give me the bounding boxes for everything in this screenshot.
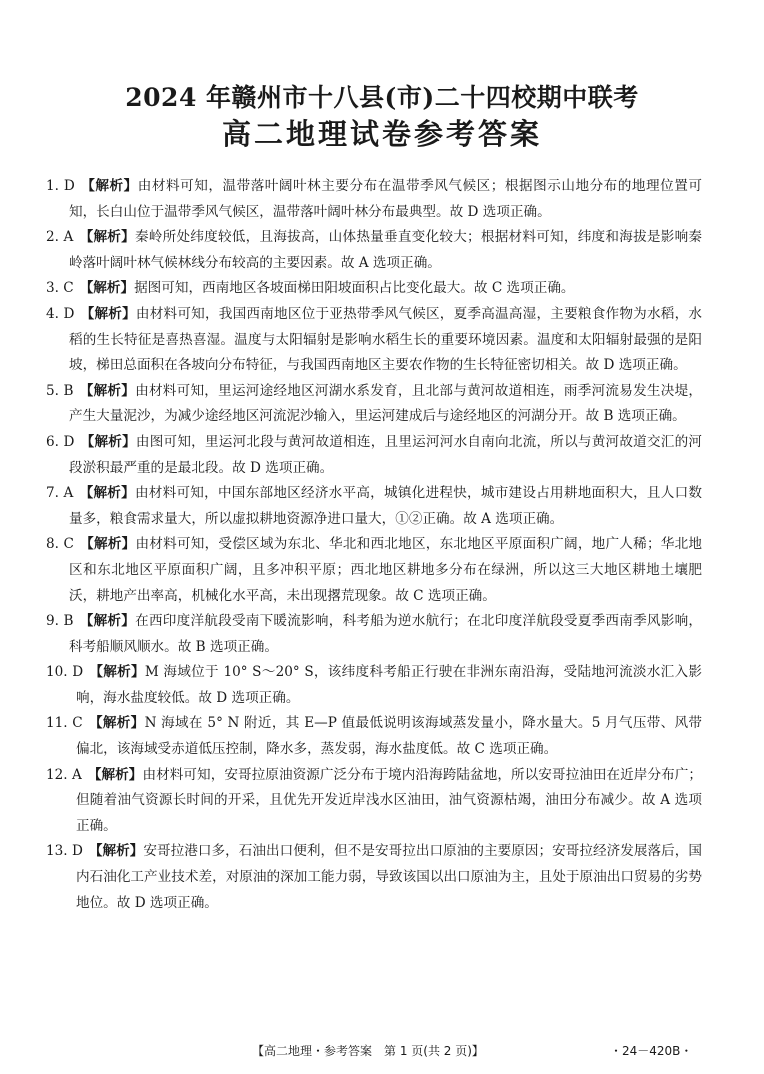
answer-number: 10. D xyxy=(46,664,84,681)
analysis-tag: 【解析】 xyxy=(79,613,136,630)
footer-code: ・24－420B・ xyxy=(610,1044,693,1058)
answer-text: 秦岭所处纬度较低，且海拔高，山体热量垂直变化较大；根据材料可知，纬度和海拔是影响秦岭落叶阔叶林气候林线分布较高的主要因素。故 A 选项正确。 xyxy=(69,229,703,271)
answer-item xyxy=(46,302,702,379)
answer-number: 2. A xyxy=(46,229,74,246)
answer-text: 在西印度洋航段受南下暖流影响，科考船为逆水航行；在北印度洋航段受夏季西南季风影响，科考船顺风顺水。故 B 选项正确。 xyxy=(69,613,703,655)
answer-item xyxy=(46,225,702,276)
analysis-tag: 【解析】 xyxy=(79,229,135,246)
answer-item xyxy=(46,711,702,762)
answer-item xyxy=(46,379,702,430)
answer-number: 6. D xyxy=(46,433,75,450)
answer-number: 5. B xyxy=(46,382,74,399)
answer-item xyxy=(46,609,702,660)
analysis-tag: 【解析】 xyxy=(87,766,143,783)
answer-item xyxy=(46,532,702,609)
footer-page-info: 【高二地理・参考答案 第 1 页(共 2 页)】 xyxy=(252,1044,484,1058)
analysis-tag: 【解析】 xyxy=(89,664,145,681)
answer-item xyxy=(46,276,702,302)
answer-text: 据图可知，西南地区各坡面梯田阳坡面积占比变化最大。故 C 选项正确。 xyxy=(134,280,575,297)
answer-number: 9. B xyxy=(46,613,74,630)
answer-item xyxy=(46,763,702,840)
analysis-tag: 【解析】 xyxy=(80,305,136,322)
analysis-tag: 【解析】 xyxy=(79,536,136,553)
answer-number: 13. D xyxy=(46,843,83,860)
exam-title: 2024 年赣州市十八县(市)二十四校期中联考 xyxy=(125,83,639,112)
answer-item xyxy=(46,430,702,481)
answer-item xyxy=(46,174,702,225)
answer-number: 12. A xyxy=(46,766,82,783)
answer-text: M 海域位于 10° S～20° S，该纬度科考船正行驶在非洲东南沿海，受陆地河流淡水汇入影响，海水盐度较低。故 D 选项正确。 xyxy=(76,664,703,706)
answer-item xyxy=(46,481,702,532)
answer-number: 3. C xyxy=(46,280,74,297)
analysis-tag: 【解析】 xyxy=(79,382,136,399)
answer-number: 4. D xyxy=(46,305,75,322)
answer-text: 由材料可知，安哥拉原油资源广泛分布于境内沿海跨陆盆地，所以安哥拉油田在近岸分布广；但随着油气资源长时间的开采，且优先开发近岸浅水区油田，油气资源枯竭，油田分布减少。故 A 选项正确。 xyxy=(76,766,702,834)
analysis-tag: 【解析】 xyxy=(80,433,136,450)
answer-text: 由材料可知，受偿区域为东北、华北和西北地区，东北地区平原面积广阔，地广人稀；华北地区和东北地区平原面积广阔，且多冲积平原；西北地区耕地多分布在绿洲，所以这三大地区耕地土壤肥沃，耕地产出率高，机械化水平高，未出现撂荒现象。故 C 选项正确。 xyxy=(69,536,703,604)
answer-text: N 海域在 5° N 附近，其 E—P 值最低说明该海域蒸发量小，降水量大。5 月气压带、风带偏北，该海域受赤道低压控制，降水多，蒸发弱，海水盐度低。故 C 选项正确。 xyxy=(76,715,703,758)
answer-item xyxy=(46,660,702,711)
analysis-tag: 【解析】 xyxy=(79,280,135,297)
analysis-tag: 【解析】 xyxy=(88,843,144,860)
answer-number: 1. D xyxy=(46,178,75,194)
answer-text: 安哥拉港口多，石油出口便利，但不是安哥拉出口原油的主要原因；安哥拉经济发展落后，国内石油化工产业技术差，对原油的深加工能力弱，导致该国以出口原油为主，且处于原油出口贸易的劣势地位。故 D 选项正确。 xyxy=(76,843,702,911)
answer-sheet-title: 高二地理试卷参考答案 xyxy=(221,117,542,151)
analysis-tag: 【解析】 xyxy=(88,715,145,732)
answer-list xyxy=(46,174,702,916)
analysis-tag: 【解析】 xyxy=(79,485,135,502)
answer-text: 由材料可知，中国东部地区经济水平高，城镇化进程快，城市建设占用耕地面积大，且人口数量多，粮食需求量大，所以虚拟耕地资源净进口量大，①②正确。故 A 选项正确。 xyxy=(69,485,703,527)
answer-text: 由材料可知，温带落叶阔叶林主要分布在温带季风气候区；根据图示山地分布的地理位置可知，长白山位于温带季风气候区，温带落叶阔叶林分布最典型。故 D 选项正确。 xyxy=(69,178,702,220)
answer-number: 7. A xyxy=(46,485,74,502)
answer-number: 11. C xyxy=(46,715,83,732)
answer-item xyxy=(46,839,702,916)
analysis-tag: 【解析】 xyxy=(80,178,138,194)
answer-text: 由材料可知，里运河途经地区河湖水系发育，且北部与黄河故道相连，雨季河流易发生决堤，产生大量泥沙，为减少途经地区河流泥沙输入，里运河建成后与途经地区的河湖分开。故 B 选项正确。 xyxy=(69,382,703,425)
answer-text: 由图可知，里运河北段与黄河故道相连，且里运河河水自南向北流，所以与黄河故道交汇的河段淤积最严重的是最北段。故 D 选项正确。 xyxy=(69,433,703,476)
answer-text: 由材料可知，我国西南地区位于亚热带季风气候区，夏季高温高湿，主要粮食作物为水稻，水稻的生长特征是喜热喜湿。温度与太阳辐射是影响水稻生长的重要环境因素。温度和太阳辐射最强的是阳坡，梯田总面积在各坡向分布特征，与我国西南地区主要农作物的生长特征密切相关。故 D 选项正确。 xyxy=(69,305,703,374)
answer-number: 8. C xyxy=(46,536,74,553)
